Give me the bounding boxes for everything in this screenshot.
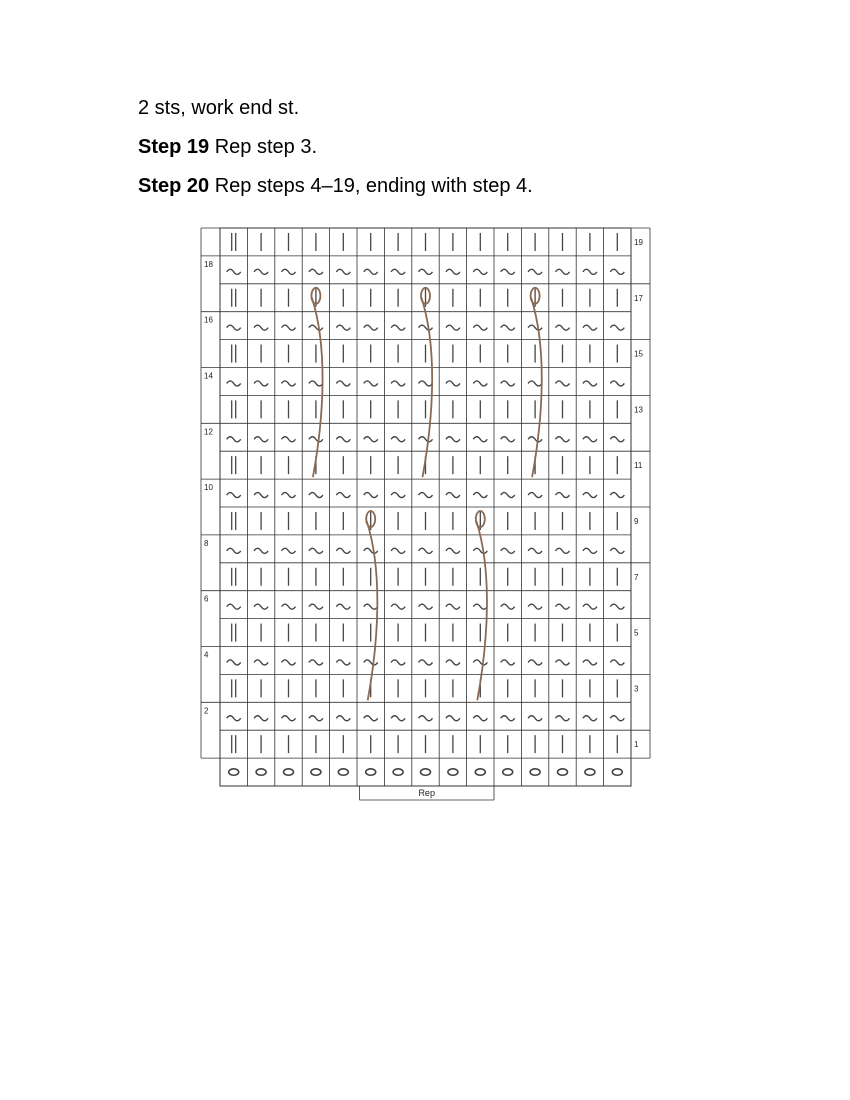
purl-symbol [419,493,433,498]
purl-symbol [336,716,350,721]
cast-on-symbol [475,769,485,775]
purl-symbol [336,325,350,330]
purl-symbol [282,604,296,609]
purl-symbol [364,660,378,665]
purl-symbol [419,604,433,609]
purl-symbol [556,381,570,386]
purl-symbol [364,604,378,609]
purl-symbol [446,604,460,609]
purl-symbol [391,493,405,498]
purl-symbol [227,660,241,665]
purl-symbol [282,493,296,498]
purl-symbol [501,381,515,386]
purl-symbol [473,381,487,386]
purl-symbol [309,325,323,330]
purl-symbol [610,381,624,386]
purl-symbol [446,269,460,274]
purl-symbol [419,381,433,386]
purl-symbol [473,437,487,442]
row-number-label: 11 [634,461,643,471]
purl-symbol [282,716,296,721]
purl-symbol [528,660,542,665]
purl-symbol [610,548,624,553]
row-number-label: 18 [204,259,213,269]
purl-symbol [528,437,542,442]
purl-symbol [583,381,597,386]
cast-on-symbol [284,769,294,775]
purl-symbol [309,269,323,274]
purl-symbol [282,437,296,442]
cast-on-symbol [393,769,403,775]
purl-symbol [309,660,323,665]
purl-symbol [336,381,350,386]
purl-symbol [528,381,542,386]
purl-symbol [419,437,433,442]
purl-symbol [336,269,350,274]
purl-symbol [473,493,487,498]
purl-symbol [473,269,487,274]
purl-symbol [227,604,241,609]
purl-symbol [446,493,460,498]
purl-symbol [556,325,570,330]
purl-symbol [391,660,405,665]
purl-symbol [446,548,460,553]
cast-on-symbol [229,769,239,775]
step-20-text: Rep steps 4–19, ending with step 4. [214,175,533,197]
purl-symbol [583,325,597,330]
purl-symbol [391,604,405,609]
purl-symbol [254,716,268,721]
purl-symbol [501,325,515,330]
purl-symbol [336,437,350,442]
purl-symbol [556,604,570,609]
purl-symbol [501,437,515,442]
purl-symbol [583,493,597,498]
row-number-label: 15 [634,349,643,359]
cast-on-symbol [256,769,266,775]
purl-symbol [473,660,487,665]
row-number-label: 9 [634,516,639,526]
purl-symbol [556,493,570,498]
purl-symbol [501,269,515,274]
purl-symbol [583,437,597,442]
purl-symbol [583,660,597,665]
purl-symbol [583,604,597,609]
purl-symbol [254,604,268,609]
purl-symbol [336,493,350,498]
purl-symbol [364,381,378,386]
purl-symbol [446,660,460,665]
row-number-label: 12 [204,427,213,437]
purl-symbol [282,381,296,386]
purl-symbol [528,716,542,721]
row-number-label: 16 [204,315,213,325]
purl-symbol [364,325,378,330]
purl-symbol [364,493,378,498]
purl-symbol [254,437,268,442]
purl-symbol [227,381,241,386]
purl-symbol [254,660,268,665]
purl-symbol [391,716,405,721]
purl-symbol [528,269,542,274]
cast-on-symbol [503,769,513,775]
purl-symbol [227,437,241,442]
row-number-label: 10 [204,483,213,493]
purl-symbol [446,325,460,330]
purl-symbol [528,548,542,553]
cast-on-symbol [448,769,458,775]
purl-symbol [227,269,241,274]
purl-symbol [583,716,597,721]
purl-symbol [419,660,433,665]
purl-symbol [254,493,268,498]
step-19-label: Step 19 [138,136,210,158]
cast-on-symbol [338,769,348,775]
purl-symbol [391,325,405,330]
purl-symbol [364,269,378,274]
purl-symbol [610,269,624,274]
purl-symbol [501,716,515,721]
purl-symbol [419,548,433,553]
purl-symbol [364,716,378,721]
purl-symbol [419,269,433,274]
purl-symbol [556,716,570,721]
purl-symbol [528,493,542,498]
purl-symbol [473,716,487,721]
purl-symbol [391,437,405,442]
purl-symbol [282,269,296,274]
purl-symbol [391,548,405,553]
purl-symbol [419,325,433,330]
row-number-label: 13 [634,405,643,415]
cast-on-symbol [366,769,376,775]
purl-symbol [556,269,570,274]
purl-symbol [446,437,460,442]
row-number-label: 1 [634,740,639,750]
row-number-label: 4 [204,650,209,660]
cast-on-symbol [585,769,595,775]
purl-symbol [282,660,296,665]
purl-symbol [556,660,570,665]
purl-symbol [309,437,323,442]
rep-label: Rep [418,788,435,798]
purl-symbol [309,548,323,553]
purl-symbol [364,437,378,442]
purl-symbol [583,269,597,274]
purl-symbol [473,604,487,609]
purl-symbol [501,660,515,665]
cast-on-symbol [421,769,431,775]
row-number-label: 6 [204,594,209,604]
purl-symbol [583,548,597,553]
purl-symbol [501,493,515,498]
purl-symbol [610,325,624,330]
purl-symbol [309,381,323,386]
purl-symbol [254,381,268,386]
purl-symbol [227,716,241,721]
purl-symbol [446,716,460,721]
cast-on-symbol [530,769,540,775]
purl-symbol [528,604,542,609]
row-number-label: 17 [634,293,643,303]
purl-symbol [364,548,378,553]
purl-symbol [309,493,323,498]
row-number-label: 19 [634,237,643,247]
purl-symbol [336,548,350,553]
cast-on-symbol [311,769,321,775]
purl-symbol [309,604,323,609]
purl-symbol [556,437,570,442]
purl-symbol [336,660,350,665]
purl-symbol [282,548,296,553]
purl-symbol [501,604,515,609]
purl-symbol [610,604,624,609]
purl-symbol [610,437,624,442]
purl-symbol [610,660,624,665]
purl-symbol [610,716,624,721]
purl-symbol [501,548,515,553]
row-number-label: 5 [634,628,639,638]
purl-symbol [227,493,241,498]
purl-symbol [391,269,405,274]
purl-symbol [556,548,570,553]
purl-symbol [227,325,241,330]
step-20-label: Step 20 [138,175,210,197]
step-19-text: Rep step 3. [214,136,318,158]
purl-symbol [254,325,268,330]
purl-symbol [336,604,350,609]
purl-symbol [254,548,268,553]
purl-symbol [528,325,542,330]
cast-on-symbol [558,769,568,775]
row-number-label: 14 [204,371,213,381]
purl-symbol [391,381,405,386]
purl-symbol [473,548,487,553]
row-number-label: 2 [204,706,209,716]
purl-symbol [446,381,460,386]
row-number-label: 7 [634,572,639,582]
purl-symbol [473,325,487,330]
purl-symbol [309,716,323,721]
row-number-label: 8 [204,538,209,548]
row-number-label: 3 [634,684,639,694]
instruction-line: 2 sts, work end st. [138,97,300,119]
purl-symbol [419,716,433,721]
purl-symbol [282,325,296,330]
purl-symbol [610,493,624,498]
purl-symbol [227,548,241,553]
purl-symbol [254,269,268,274]
cast-on-symbol [612,769,622,775]
